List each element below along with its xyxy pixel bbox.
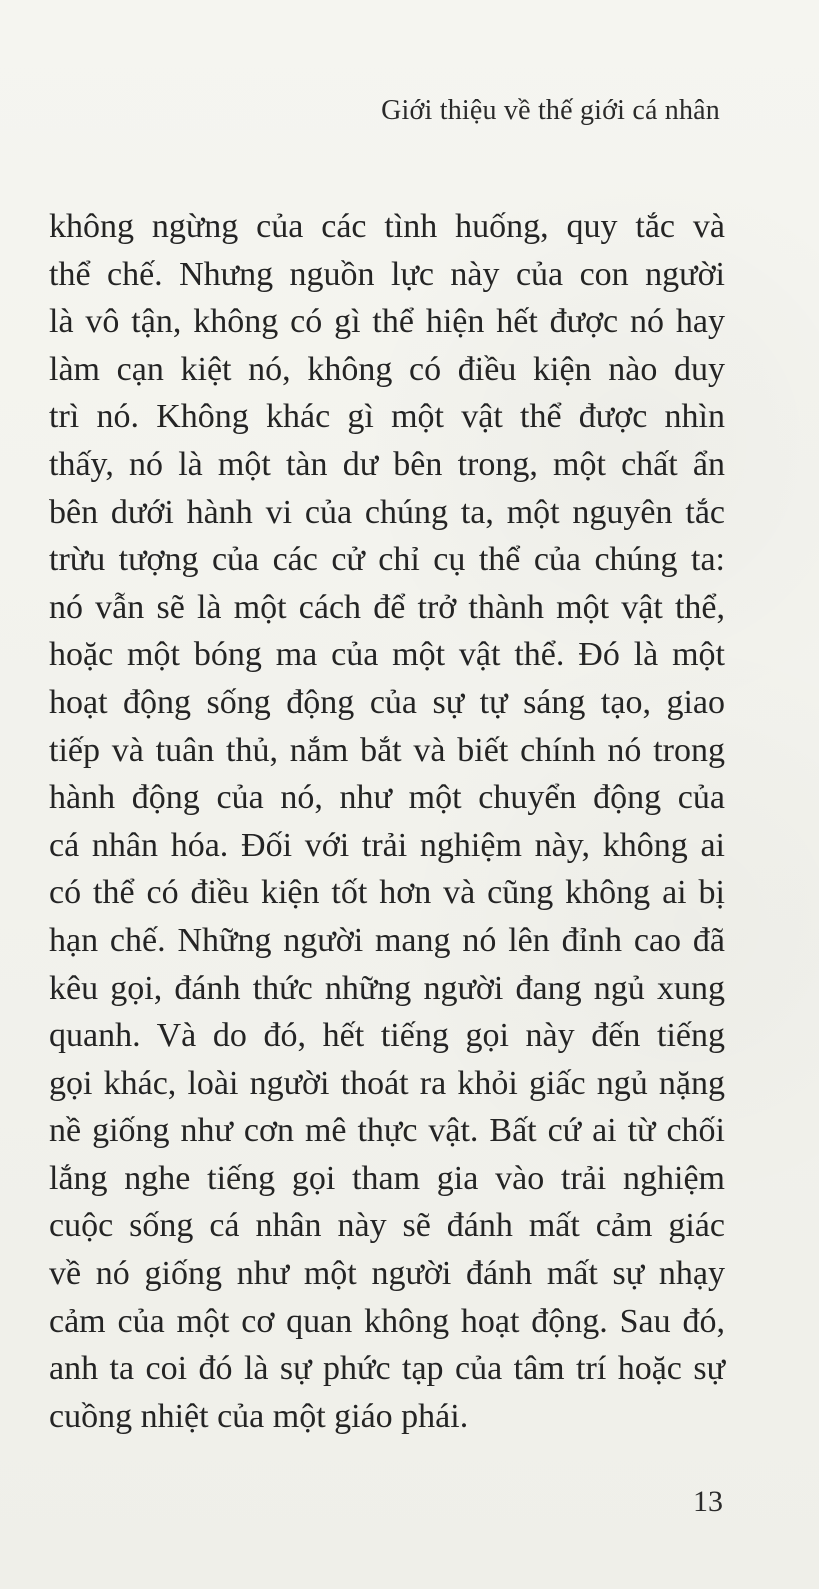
text-line: làm cạn kiệt nó, không có điều kiện nào duy — [49, 350, 725, 388]
text-line: cá nhân hóa. Đối với trải nghiệm này, không ai — [49, 826, 725, 864]
text-line: gọi khác, loài người thoát ra khỏi giấc ngủ nặng — [49, 1064, 725, 1102]
text-line: về nó giống như một người đánh mất sự nhạy — [49, 1255, 725, 1293]
text-line: thể chế. Nhưng nguồn lực này của con người — [49, 255, 725, 293]
text-line: nề giống như cơn mê thực vật. Bất cứ ai từ chối — [49, 1112, 725, 1150]
text-line: hoạt động sống động của sự tự sáng tạo, giao — [49, 683, 725, 721]
text-line: thấy, nó là một tàn dư bên trong, một chất ẩn — [49, 445, 725, 483]
text-line: cuồng nhiệt của một giáo phái. — [49, 1397, 469, 1435]
text-line: cuộc sống cá nhân này sẽ đánh mất cảm giác — [49, 1207, 725, 1245]
text-line: quanh. Và do đó, hết tiếng gọi này đến tiếng — [49, 1017, 725, 1055]
text-line: bên dưới hành vi của chúng ta, một nguyên tắc — [49, 493, 725, 531]
text-line: kêu gọi, đánh thức những người đang ngủ xung — [49, 969, 725, 1007]
body-paragraph — [49, 203, 725, 1440]
text-line: hành động của nó, như một chuyển động của — [49, 779, 725, 817]
text-line: lắng nghe tiếng gọi tham gia vào trải nghiệm — [49, 1159, 725, 1197]
text-line: không ngừng của các tình huống, quy tắc và — [49, 208, 725, 245]
text-line: có thể có điều kiện tốt hơn và cũng không ai bị — [49, 874, 725, 912]
text-line: trừu tượng của các cử chỉ cụ thể của chúng ta: — [49, 541, 725, 579]
text-line: tiếp và tuân thủ, nắm bắt và biết chính nó trong — [49, 731, 725, 769]
text-line: anh ta coi đó là sự phức tạp của tâm trí hoặc sự — [49, 1350, 725, 1388]
text-line: hạn chế. Những người mang nó lên đỉnh cao đã — [49, 921, 725, 959]
text-line: hoặc một bóng ma của một vật thể. Đó là một — [49, 636, 725, 674]
text-line: là vô tận, không có gì thể hiện hết được nó hay — [49, 303, 725, 341]
running-header-title: Giới thiệu về thế giới cá nhân — [381, 95, 720, 126]
text-line: trì nó. Không khác gì một vật thể được nhìn — [49, 398, 725, 436]
text-line: cảm của một cơ quan không hoạt động. Sau đó, — [49, 1302, 725, 1340]
text-line: nó vẫn sẽ là một cách để trở thành một vật thể, — [49, 588, 725, 626]
page-number: 13 — [693, 1485, 723, 1518]
